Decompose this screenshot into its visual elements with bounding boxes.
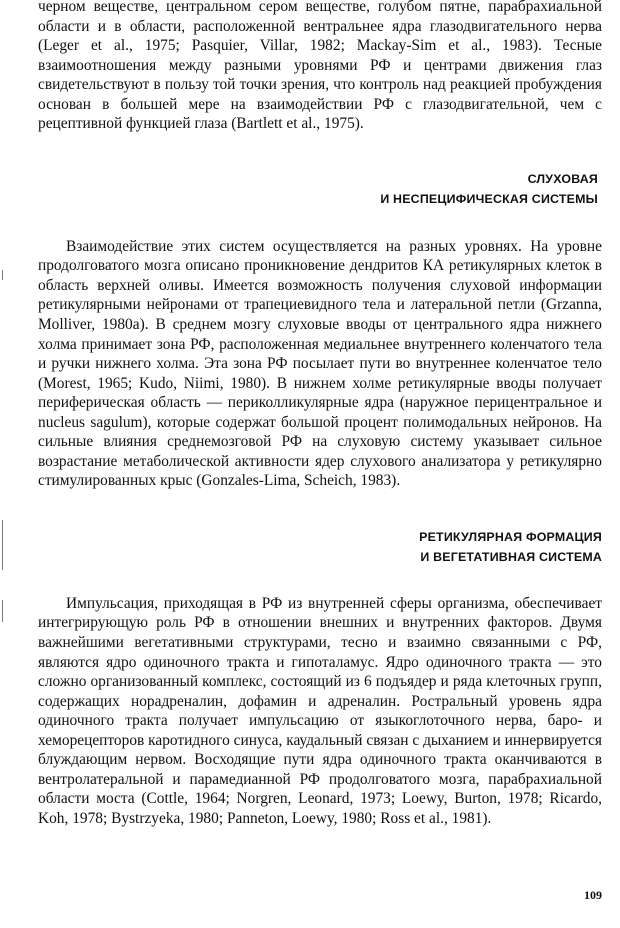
paragraph-vegetative: Импульсация, приходящая в РФ из внутренней сферы организма, обеспечивает интегрирующую роль РФ в отношении внешних и внутренних факторов. Двумя важнейшими вегетативными структурами, тесно и взаимно связанными с РФ, являются ядро одиночного тракта и гипоталамус. Ядро одиночного тракта — это сложно организованный комплекс, состоящий из 6 подъядер и ряда клеточных групп, содержащих норадреналин, дофамин и адреналин. Ростральный уровень ядра одиночного тракта получает импульсацию от языкоглоточного нерва, баро- и хеморецепторов каротидного синуса, каудальный связан с дыханием и иннервируется блуждающим нервом. Восходящие пути ядра одиночного тракта оканчиваются в вентролатеральной и парамедианной РФ продолговатого мозга, парабрахиальной области моста (Cottle, 1964; Norgren, Leonard, 1973; Loewy, Burton, 1978; Ricardo, Koh, 1978; Bystrzyeka, 1980; Panneton, Loewy, 1980; Ross et al., 1981). (38, 594, 602, 827)
scan-mark (2, 520, 3, 570)
section-heading-auditory (38, 169, 602, 209)
section-heading-vegetative (38, 527, 602, 567)
paragraph-intro: черном веществе, центральном сером веществе, голубом пятне, парабрахиальной области и в области, расположенной вентральнее ядра глазодвигательного нерва (Leger et al., 1975; Pasquier, Villar, 1982; Mackay-Sim et al., 1983). Тесные взаимоотношения между разными уровнями РФ и центрами движения глаз свидетельствуют в пользу той точки зрения, что контроль над реакцией пробуждения основан в большей мере на взаимодействии РФ с глазодвигательной, чем с рецептивной функцией глаза (Bartlett et al., 1975). (38, 0, 602, 133)
scan-mark (2, 600, 3, 622)
scan-mark (2, 270, 3, 280)
heading-line-1: РЕТИКУЛЯРНАЯ ФОРМАЦИЯ (419, 529, 602, 544)
paragraph-auditory: Взаимодействие этих систем осуществляется на разных уровнях. На уровне продолговатого мозга описано проникновение дендритов КА ретикулярных клеток в область верхней оливы. Имеется возможность получения слуховой информации ретикулярными нейронами от трапециевидного тела и латеральной петли (Grzanna, Molliver, 1980a). В среднем мозгу слуховые вводы от центрального ядра нижнего холма принимает зона РФ, расположенная медиальнее внутреннего коленчатого тела и ручки нижнего холма. Эта зона РФ посылает пути во внутреннее коленчатое тело (Morest, 1965; Kudo, Niimi, 1980). В нижнем холме ретикулярные вводы получает периферическая область — периколликулярные ядра (наружное перицентральное и nucleus sagulum), которые содержат большой процент полимодальных нейронов. На сильные влияния среднемозговой РФ на слуховую систему указывает сильное возрастание метаболической активности ядер слухового анализатора у ретикулярно стимулированных крыс (Gonzales-Lima, Scheich, 1983). (38, 237, 602, 490)
heading-line-2: И ВЕГЕТАТИВНАЯ СИСТЕМА (420, 549, 602, 564)
page-number: 109 (584, 888, 602, 902)
page-body (38, 0, 602, 829)
heading-line-1: СЛУХОВАЯ (527, 171, 598, 186)
heading-line-2: И НЕСПЕЦИФИЧЕСКАЯ СИСТЕМЫ (380, 191, 598, 206)
